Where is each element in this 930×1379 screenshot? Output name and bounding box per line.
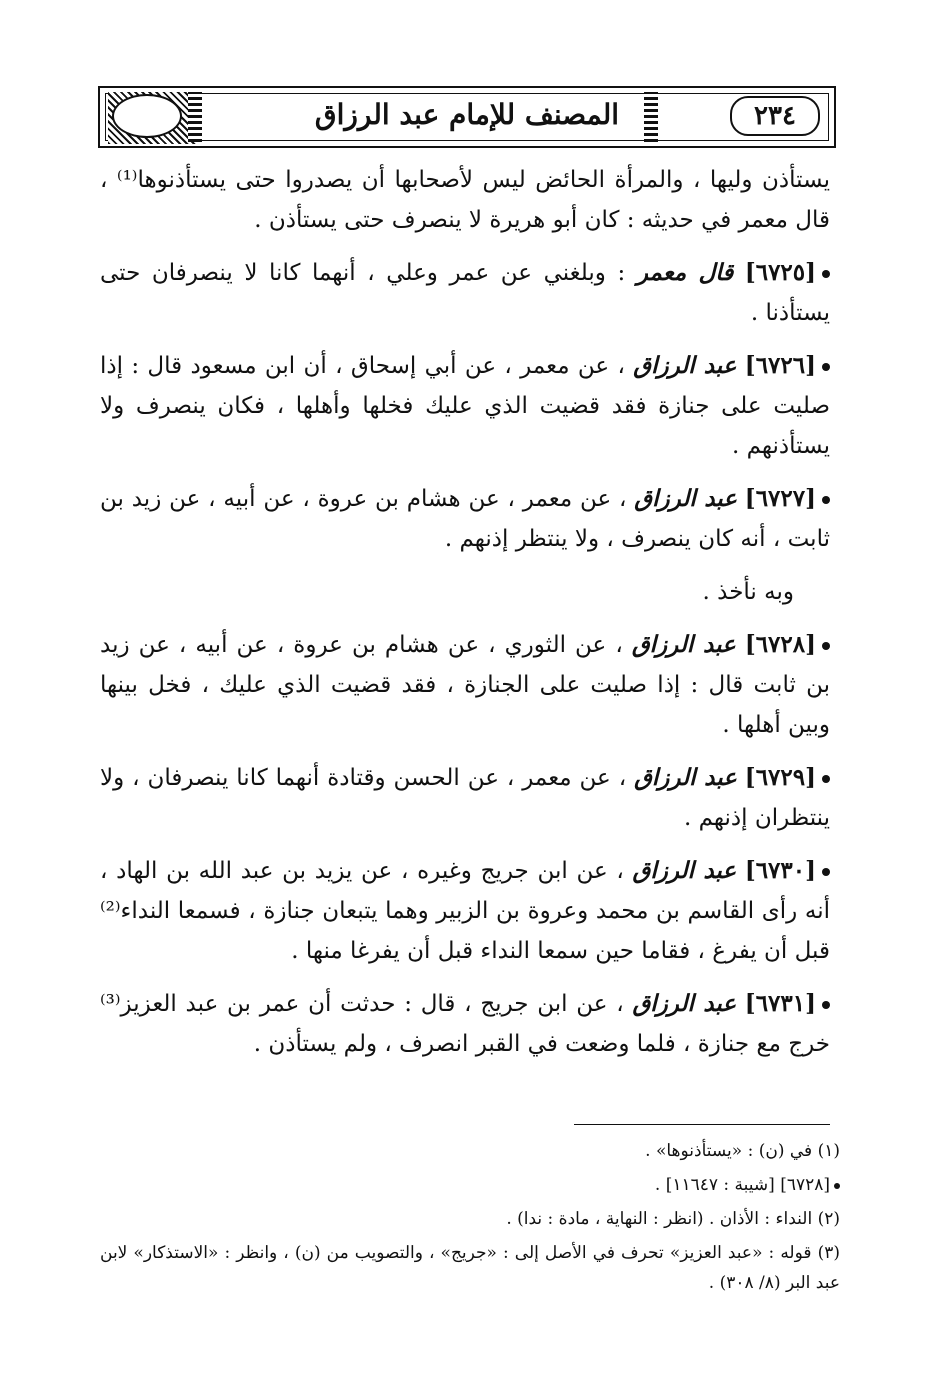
hadith-paragraph: [100, 851, 830, 971]
footnote: [100, 1170, 840, 1200]
hadith-paragraph: [100, 346, 830, 466]
hadith-number: [٦٧٢٦]: [744, 352, 816, 379]
hadith-number: [٦٧٢٥]: [744, 259, 817, 286]
hadith-paragraph: [100, 479, 830, 559]
footnote-rule: [574, 1124, 830, 1125]
footnote-text: (٣) قوله : «عبد العزيز» تحرف في الأصل إلى : «جريج» ، والتصويب من (ن) ، وانظر : «الاستذكار» لابن عبد البر (٨/ ٣٠٨) .: [100, 1243, 840, 1293]
hadith-number: [٦٧٢٨]: [744, 631, 817, 658]
footnotes: [100, 1136, 840, 1302]
narrator-name: عبد الرزاق: [632, 990, 737, 1017]
bullet-icon: [822, 868, 830, 876]
narrator-name: قال معمر: [636, 259, 734, 286]
footnote: [100, 1238, 840, 1298]
hadith-number: [٦٧٣٠]: [744, 857, 817, 884]
bullet-icon: [822, 363, 830, 371]
narrator-name: عبد الرزاق: [631, 631, 736, 658]
page-header: [98, 86, 836, 148]
bullet-icon: [822, 775, 830, 783]
bullet-icon: [822, 642, 830, 650]
narrator-name: عبد الرزاق: [633, 352, 737, 379]
paragraph-text: ، عن ابن جريج ، قال : حدثت أن عمر بن عبد العزيز⁽³⁾ خرج مع جنازة ، فلما وضعت في القبر انصرف ، ولم يستأذن .: [100, 991, 830, 1057]
book-seal-logo: [112, 94, 182, 138]
footnote-text: (٢) النداء : الأذان . (انظر : النهاية ، مادة : ندا) .: [506, 1209, 840, 1229]
paragraph-text: ، عن معمر ، عن أبي إسحاق ، أن ابن مسعود قال : إذا صليت على جنازة فقد قضيت الذي عليك فخلها وأهلها ، فكان ينصرف ولا يستأذنهم .: [100, 353, 830, 459]
page-number: ٢٣٤: [730, 96, 820, 136]
bullet-icon: [834, 1183, 840, 1189]
ornament-divider: [188, 92, 202, 142]
footnote: [100, 1136, 840, 1166]
paragraph-text: : وبلغني عن عمر وعلي ، أنهما كانا لا ينصرفان حتى يستأذنا .: [100, 260, 830, 326]
narrator-name: عبد الرزاق: [634, 485, 737, 512]
paragraph-text: ، عن معمر ، عن هشام بن عروة ، عن أبيه ، عن زيد بن ثابت ، أنه كان ينصرف ، ولا ينتظر إذنهم .: [100, 486, 830, 552]
footnote-text: (١) في (ن) : «يستأذنوها» .: [645, 1141, 840, 1161]
hadith-paragraph: [100, 253, 830, 333]
hadith-number: [٦٧٣١]: [744, 990, 816, 1017]
hadith-number: [٦٧٢٧]: [744, 485, 816, 512]
main-text: [100, 160, 830, 1077]
narrator-name: عبد الرزاق: [634, 764, 737, 791]
hadith-paragraph: [100, 160, 830, 240]
paragraph-text: يستأذن وليها ، والمرأة الحائض ليس لأصحابها أن يصدروا حتى يستأذنوها⁽¹⁾ ، قال معمر في حديثه : كان أبو هريرة لا ينصرف حتى يستأذن .: [100, 167, 831, 233]
hadith-paragraph: [100, 625, 830, 745]
footnote: [100, 1204, 840, 1234]
hadith-paragraph: [100, 572, 830, 612]
running-title: المصنف للإمام عبد الرزاق: [314, 98, 620, 131]
hadith-number: [٦٧٢٩]: [744, 764, 816, 791]
footnote-text: [٦٧٢٨] [شيبة : ١١٦٤٧] .: [654, 1175, 830, 1195]
bullet-icon: [822, 1001, 830, 1009]
narrator-name: عبد الرزاق: [632, 857, 737, 884]
bullet-icon: [822, 496, 830, 504]
paragraph-text: ، عن الثوري ، عن هشام بن عروة ، عن أبيه ، عن زيد بن ثابت قال : إذا صليت على الجنازة ، فقد قضيت الذي عليك ، فخل بينها وبين أهلها .: [100, 632, 830, 738]
paragraph-text: ، عن ابن جريج وغيره ، عن يزيد بن عبد الله بن الهاد ، أنه رأى القاسم بن محمد وعروة بن الزبير وهما يتبعان جنازة ، فسمعا النداء⁽²⁾ قبل أن يفرغ ، فقاما حين سمعا النداء قبل أن يفرغا منها .: [100, 858, 830, 964]
bullet-icon: [822, 270, 830, 278]
paragraph-text: ، عن معمر ، عن الحسن وقتادة أنهما كانا ينصرفان ، ولا ينتظران إذنهم .: [100, 765, 830, 831]
hadith-paragraph: [100, 984, 830, 1064]
ornament-divider: [644, 92, 658, 142]
paragraph-text: وبه نأخذ .: [702, 579, 794, 605]
hadith-paragraph: [100, 758, 830, 838]
